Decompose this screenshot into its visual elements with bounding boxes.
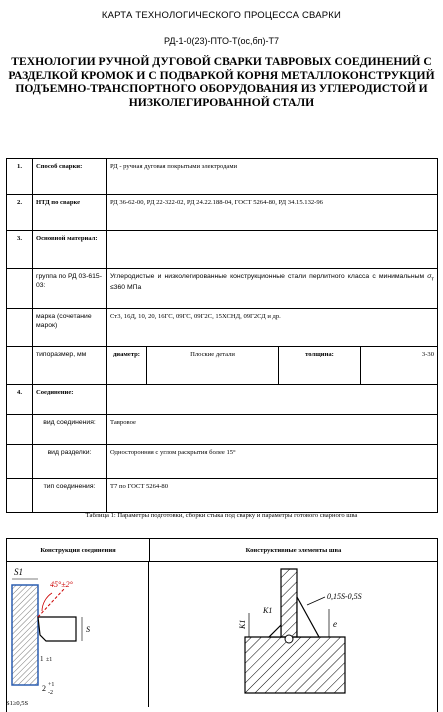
- table1-header: [6, 538, 438, 562]
- root-bead: [285, 635, 293, 643]
- table1-col-construction: Конструкция соединения: [7, 539, 150, 562]
- diameter-value: Плоские детали: [147, 347, 279, 385]
- row-label: группа по РД 03-615-03:: [33, 269, 107, 309]
- row-label: вид соединения:: [33, 415, 107, 445]
- table-row: [7, 347, 438, 385]
- weld-elements-drawing: [149, 561, 437, 707]
- sigma-subscript: т: [431, 276, 434, 283]
- card-title: КАРТА ТЕХНОЛОГИЧЕСКОГО ПРОЦЕССА СВАРКИ: [101, 10, 342, 21]
- row-value: Т7 по ГОСТ 5264-80: [107, 479, 438, 513]
- dim-angle: 45°±2°: [50, 580, 73, 589]
- dim-reinforcement: 0,15S-0,5S: [327, 592, 362, 601]
- dim-s1: S1: [14, 567, 23, 577]
- document-title: ТЕХНОЛОГИИ РУЧНОЙ ДУГОВОЙ СВАРКИ ТАВРОВЫХ СОЕДИНЕНИЙ С РАЗДЕЛКОЙ КРОМОК И С ПОДВАРКОЙ КОРНЯ МЕТАЛЛОКОНСТРУКЦИЙ ПОДЪЕМНО-ТРАНСПОРТНОГО ОБОРУДОВАНИЯ ИЗ УГЛЕРОДИСТОЙ И НИЗКОЛЕГИРОВАННОЙ СТАЛИ: [8, 55, 435, 109]
- dim-gap2: 2: [42, 684, 46, 693]
- table-row: [7, 195, 438, 231]
- angle-arc: [42, 593, 52, 611]
- table-row: [7, 269, 438, 309]
- table-row: [7, 445, 438, 479]
- thickness-value: 3-30: [361, 347, 438, 385]
- table-row: [7, 309, 438, 347]
- group-text: Углеродистые и низколегированные конструкционные стали перлитного класса с минимальным: [110, 273, 425, 280]
- row-value: [107, 269, 438, 309]
- fillet-right: [297, 597, 319, 637]
- dim-leader: [307, 597, 325, 605]
- row-value: [107, 231, 438, 269]
- fillet-left: [269, 625, 281, 637]
- dim-gap1: 1: [40, 655, 44, 663]
- row-label: тип соединения:: [33, 479, 107, 513]
- row-label: марка (сочетание марок): [33, 309, 107, 347]
- dim-k1b: K1: [263, 606, 273, 615]
- vertical-plate: [12, 585, 38, 685]
- table-row: [7, 415, 438, 445]
- base-plate: [245, 637, 345, 693]
- table1-col-elements: Конструктивные элементы шва: [150, 539, 438, 562]
- separator-dots: · · · · · ·: [258, 155, 303, 163]
- row-label: НТД по сварке: [33, 195, 107, 231]
- table1-caption: Таблица 1: Параметры подготовки, сборки стыка под сварку и параметры готового сварного шва: [85, 512, 358, 519]
- row-number: 4.: [7, 385, 33, 415]
- dim-gap2-tol-top: +1: [48, 682, 55, 688]
- row-label: вид разделки:: [33, 445, 107, 479]
- row-label: Соединение:: [33, 385, 107, 415]
- row-number: 2.: [7, 195, 33, 231]
- joint-construction-drawing: [6, 561, 149, 707]
- table-row: [7, 385, 438, 415]
- document-code: РД-1-0(23)-ПТО-Т(ос,бп)-Т7: [163, 36, 280, 46]
- web-plate: [281, 569, 297, 637]
- diameter-label: диаметр:: [107, 347, 147, 385]
- table-row: [7, 231, 438, 269]
- row-value: РД - ручная дуговая покрытыми электродами: [107, 159, 438, 195]
- row-value: РД 36-62-00, РД 22-322-02, РД 24.22.188-04, ГОСТ 5264-80, РД 34.15.132-96: [107, 195, 438, 231]
- table-row: [7, 159, 438, 195]
- footer-note: S1≥0,5S: [6, 700, 29, 707]
- horizontal-plate: [38, 617, 76, 641]
- row-value: Тавровое: [107, 415, 438, 445]
- frame-right: [437, 538, 438, 712]
- dim-e: e: [333, 619, 337, 629]
- process-table: [6, 158, 438, 513]
- row-label: типоразмер, мм: [33, 347, 107, 385]
- row-number: 3.: [7, 231, 33, 269]
- row-label: Основной материал:: [33, 231, 107, 269]
- row-number: 1.: [7, 159, 33, 195]
- weld-elements-svg: [149, 561, 437, 707]
- dim-s: S: [86, 625, 90, 634]
- dim-gap1-tol: ±1: [46, 657, 53, 663]
- sigma-symbol: σ: [427, 273, 432, 280]
- table-row: [7, 479, 438, 513]
- row-value: Ст3, 16Д, 10, 20, 16ГС, 09ГС, 09Г2С, 15ХСНД, 09Г2СД и др.: [107, 309, 438, 347]
- joint-construction-svg: [6, 561, 148, 707]
- thickness-label: толщина:: [279, 347, 361, 385]
- dim-gap2-tol-bot: -2: [48, 690, 53, 696]
- dim-k1: K1: [238, 619, 247, 629]
- row-label: Способ сварки:: [33, 159, 107, 195]
- row-value: Односторонняя с углом раскрытия более 15°: [107, 445, 438, 479]
- group-limit: ≤360 МПа: [110, 283, 142, 291]
